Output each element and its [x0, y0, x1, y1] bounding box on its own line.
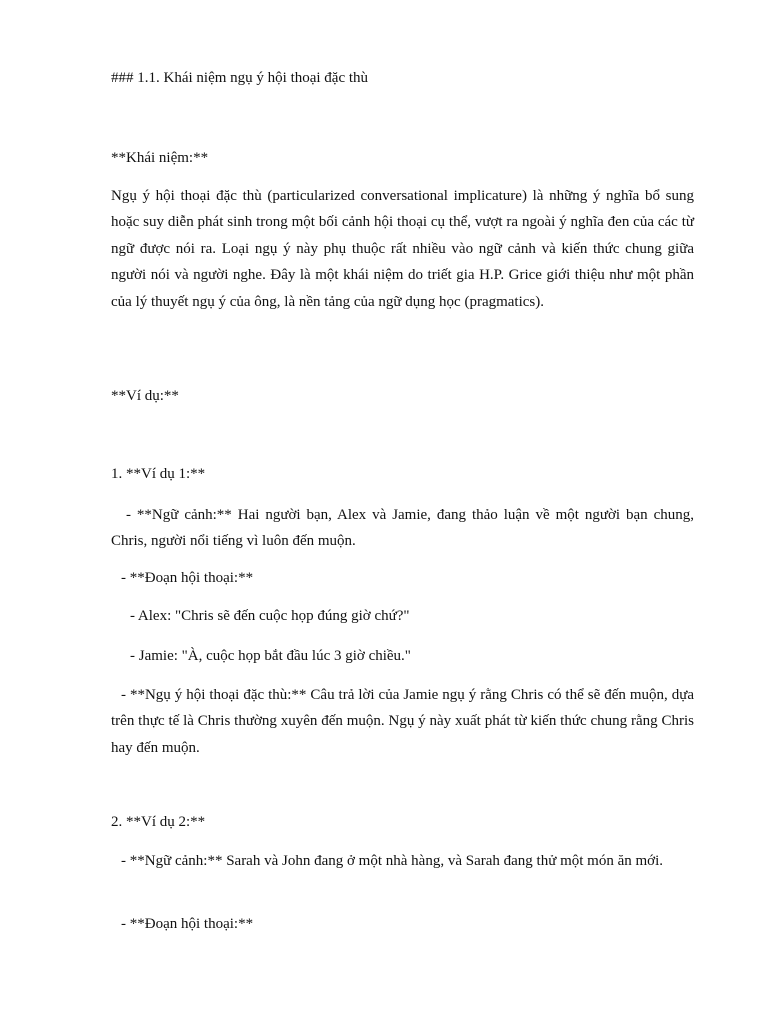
- concept-label: **Khái niệm:**: [111, 150, 209, 166]
- example2-context: - **Ngữ cảnh:** Sarah và John đang ở một nhà hàng, và Sarah đang thử một món ăn mới.: [121, 853, 664, 869]
- example1-context: - **Ngữ cảnh:** Hai người bạn, Alex và Jamie, đang thảo luận về một người bạn chung, Chris, người nổi tiếng vì luôn đến muộn.: [111, 507, 694, 550]
- example2-dialogue-label: - **Đoạn hội thoại:**: [121, 916, 254, 932]
- example1-line-alex: - Alex: "Chris sẽ đến cuộc họp đúng giờ chứ?": [130, 608, 410, 624]
- section-heading: ### 1.1. Khái niệm ngụ ý hội thoại đặc thù: [111, 70, 369, 86]
- example1-line-jamie: - Jamie: "À, cuộc họp bắt đầu lúc 3 giờ chiều.": [130, 648, 411, 664]
- example1-dialogue-label: - **Đoạn hội thoại:**: [121, 570, 254, 586]
- example1-implicature: - **Ngụ ý hội thoại đặc thù:** Câu trả lời của Jamie ngụ ý rằng Chris có thể sẽ đến muộn, dựa trên thực tế là Chris thường xuyên đến muộn. Ngụ ý này xuất phát từ kiến thức chung rằng Chris hay đến muộn.: [111, 687, 694, 756]
- example2-title: 2. **Ví dụ 2:**: [111, 814, 206, 830]
- example1-title: 1. **Ví dụ 1:**: [111, 466, 206, 482]
- examples-label: **Ví dụ:**: [111, 388, 179, 404]
- concept-paragraph: Ngụ ý hội thoại đặc thù (particularized conversational implicature) là những ý nghĩa bổ sung hoặc suy diễn phát sinh trong một bối cảnh hội thoại cụ thể, vượt ra ngoài ý nghĩa đen của các từ ngữ được nói ra. Loại ngụ ý này phụ thuộc rất nhiều vào ngữ cảnh và kiến thức chung giữa người nói và người nghe. Đây là một khái niệm do triết gia H.P. Grice giới thiệu như một phần của lý thuyết ngụ ý của ông, là nền tảng của ngữ dụng học (pragmatics).: [111, 188, 694, 310]
